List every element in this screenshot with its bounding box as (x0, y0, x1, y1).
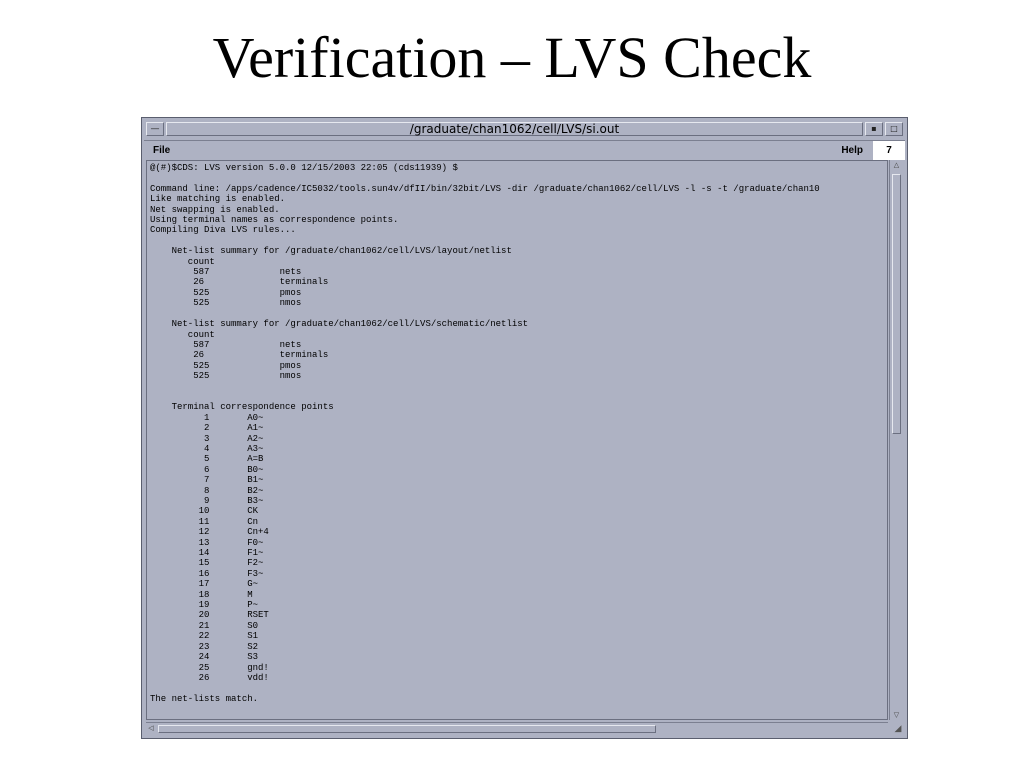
vertical-scroll-thumb[interactable] (892, 174, 901, 434)
log-text-area[interactable] (146, 160, 888, 720)
slide-title: Verification – LVS Check (212, 25, 812, 90)
scroll-left-icon[interactable]: ◁ (148, 724, 154, 732)
window-titlebar[interactable] (144, 120, 905, 141)
window-menu-icon[interactable]: — (146, 122, 164, 136)
scroll-down-icon[interactable]: ▽ (893, 711, 900, 719)
window-title: /graduate/chan1062/cell/LVS/si.out (166, 122, 863, 136)
menu-help[interactable]: Help (841, 145, 863, 156)
log-viewer-window (141, 117, 908, 739)
menu-file[interactable]: File (153, 145, 171, 156)
menubar (144, 141, 905, 159)
log-text: @(#)$CDS: LVS version 5.0.0 12/15/2003 22:05 (cds11939) $ Command line: /apps/cadence/IC5032/tools.sun4v/dfII/bin/32bit/LVS -dir /graduate/chan1062/cell/LVS -l -s -t /graduate/chan10 Like matching is enabled. Net swapping is enabled. Using terminal names as correspondence points. Compiling Diva LVS rules... Net-list summary for /graduate/chan1062/cell/LVS/layout/netlist count 587 nets 26 terminals 525 pmos 525 nmos Net-list summary for /graduate/chan1062/cell/LVS/schematic/netlist count 587 nets 26 terminals 525 pmos 525 nmos Terminal correspondence points 1 A0~ 2 A1~ 3 A2~ 4 A3~ 5 A=B 6 B0~ 7 B1~ 8 B2~ 9 B3~ 10 CK 11 Cn 12 Cn+4 13 F0~ 14 F1~ 15 F2~ 16 F3~ 17 G~ 18 M 19 P~ 20 RSET 21 S0 22 S1 23 S2 24 S3 25 gnd! 26 vdd! The net-lists match. (150, 163, 820, 704)
horizontal-scroll-thumb[interactable] (158, 725, 656, 733)
horizontal-scrollbar[interactable] (146, 722, 888, 734)
corner-label: 7 (873, 141, 905, 160)
maximize-icon[interactable]: □ (885, 122, 903, 136)
scroll-up-icon[interactable]: △ (893, 161, 900, 169)
minimize-icon[interactable]: ▪ (865, 122, 883, 136)
vertical-scrollbar[interactable] (889, 160, 903, 720)
resize-grip-icon[interactable]: ◢ (894, 724, 902, 734)
